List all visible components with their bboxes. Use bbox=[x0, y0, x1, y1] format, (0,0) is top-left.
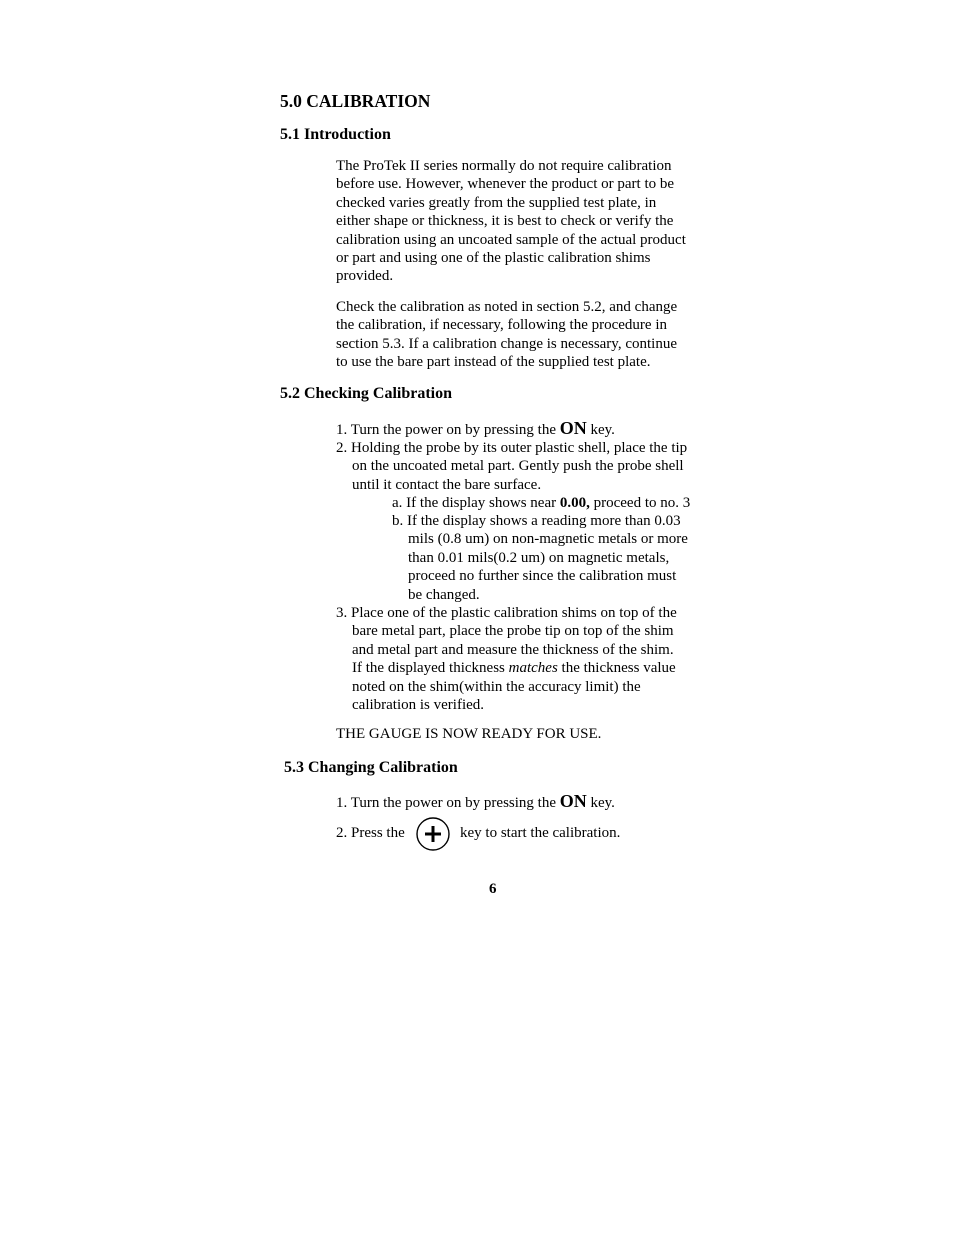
text-line: either shape or thickness, it is best to check or verify the bbox=[336, 213, 674, 230]
section-title-changing-calibration: 5.3 Changing Calibration bbox=[284, 759, 458, 776]
text-line: bare metal part, place the probe tip on top of the shim bbox=[352, 623, 674, 640]
check-substep-a bbox=[392, 494, 690, 512]
text-line: the calibration, if necessary, following the procedure in bbox=[336, 317, 667, 334]
text-line: be changed. bbox=[408, 586, 480, 603]
intro-paragraph-1 bbox=[336, 157, 686, 286]
text-line: 3. Place one of the plastic calibration shims on top of the bbox=[336, 605, 677, 621]
page-number: 6 bbox=[489, 881, 497, 897]
substep-text: a. If the display shows near bbox=[392, 495, 560, 511]
check-step-3 bbox=[336, 604, 677, 714]
text-fragment: If the displayed thickness bbox=[352, 660, 509, 677]
check-substep-b bbox=[392, 512, 688, 604]
text-line: The ProTek II series normally do not require calibration bbox=[336, 158, 672, 174]
step-text: 1. Turn the power on by pressing the bbox=[336, 795, 560, 811]
text-line: to use the bare part instead of the supplied test plate. bbox=[336, 354, 651, 371]
display-value: 0.00, bbox=[559, 495, 590, 511]
substep-text: proceed to no. 3 bbox=[589, 495, 691, 511]
change-step-2-post: key to start the calibration. bbox=[460, 825, 621, 841]
text-line: section 5.3. If a calibration change is necessary, continue bbox=[336, 335, 677, 352]
text-line: 2. Holding the probe by its outer plastic shell, place the tip bbox=[336, 440, 688, 456]
text-line: provided. bbox=[336, 268, 394, 285]
text-line: checked varies greatly from the supplied test plate, in bbox=[336, 194, 657, 211]
change-step-2-pre: 2. Press the bbox=[336, 825, 405, 841]
step-text: 1. Turn the power on by pressing the bbox=[336, 422, 560, 438]
text-line: before use. However, whenever the product or part to be bbox=[336, 176, 675, 193]
section-title-calibration: 5.0 CALIBRATION bbox=[280, 91, 431, 111]
emphasis-text: matches bbox=[508, 660, 558, 677]
text-line: calibration is verified. bbox=[352, 697, 485, 714]
text-line: proceed no further since the calibration must bbox=[408, 568, 677, 585]
check-step-1 bbox=[336, 417, 615, 441]
text-line: and metal part and measure the thickness of the shim. bbox=[352, 641, 674, 658]
text-line: than 0.01 mils(0.2 um) on magnetic metals, bbox=[408, 549, 670, 566]
text-line: calibration using an uncoated sample of the actual product bbox=[336, 231, 686, 248]
plus-key-icon bbox=[416, 817, 450, 851]
text-line: b. If the display shows a reading more than 0.03 bbox=[392, 513, 681, 529]
step-text: key. bbox=[586, 795, 615, 811]
text-fragment: the thickness value bbox=[557, 660, 676, 677]
text-line: Check the calibration as noted in section 5.2, and change bbox=[336, 299, 678, 315]
section-title-introduction: 5.1 Introduction bbox=[280, 126, 391, 143]
text-line: mils (0.8 um) on non-magnetic metals or more bbox=[408, 531, 688, 548]
intro-paragraph-2 bbox=[336, 298, 677, 372]
text-line bbox=[336, 659, 677, 677]
ready-notice: THE GAUGE IS NOW READY FOR USE. bbox=[336, 726, 602, 742]
on-key-label: ON bbox=[559, 791, 587, 811]
on-key-label: ON bbox=[559, 418, 587, 438]
text-line: or part and using one of the plastic calibration shims bbox=[336, 250, 651, 267]
check-step-2 bbox=[336, 439, 687, 494]
text-line: on the uncoated metal part. Gently push the probe shell bbox=[352, 458, 684, 475]
section-title-checking-calibration: 5.2 Checking Calibration bbox=[280, 385, 453, 402]
text-line: noted on the shim(within the accuracy limit) the bbox=[352, 678, 641, 695]
change-step-1 bbox=[336, 790, 615, 814]
text-line: until it contact the bare surface. bbox=[352, 476, 542, 493]
step-text: key. bbox=[586, 422, 615, 438]
